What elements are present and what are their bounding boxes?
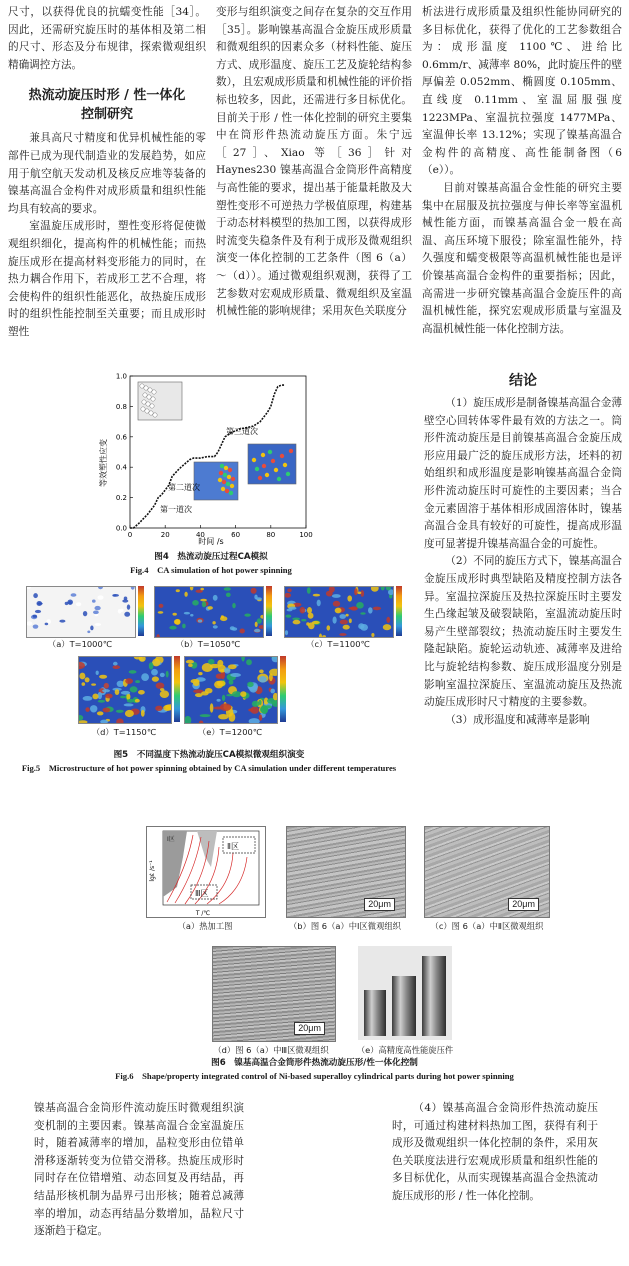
panel-label-6a: （a）热加工图 [177, 921, 233, 931]
grain [220, 703, 231, 711]
figure-4-caption-cn: 图4 热流动旋压过程CA模拟 [154, 552, 268, 562]
grain [198, 672, 202, 675]
y-tick-label: 0.8 [115, 402, 127, 411]
grain [127, 699, 135, 703]
inset-microstructure [248, 444, 296, 484]
colorbar [396, 586, 402, 636]
grain [252, 701, 260, 707]
grain [286, 615, 292, 618]
grain [169, 626, 176, 630]
y-tick-label: 0.0 [115, 524, 127, 533]
grain [155, 706, 162, 711]
panel-label-6b: （b）图 6（a）中Ⅰ区微观组织 [289, 921, 401, 931]
grain [270, 689, 275, 694]
grain [149, 662, 154, 669]
grain [232, 627, 238, 630]
grain [371, 633, 374, 637]
grain [383, 624, 391, 630]
grain [91, 683, 96, 685]
grain [35, 610, 41, 613]
grain [65, 602, 69, 605]
grain [156, 683, 165, 689]
grain [259, 670, 264, 674]
figure-4 [96, 368, 326, 578]
grain [96, 671, 99, 675]
micro-panel-d [78, 656, 172, 724]
scale-bar: 20μm [364, 898, 395, 911]
micro-panel-e [184, 656, 278, 724]
grain [224, 587, 231, 591]
grain [120, 696, 126, 699]
figure-5-caption-en: Fig.5 Microstructure of hot power spinning obtained by CA simulation under different temperatures [21, 763, 397, 773]
grain [257, 618, 262, 624]
grain [160, 690, 169, 698]
region-label-2: Ⅱ区 [227, 842, 239, 851]
grain [226, 593, 231, 597]
grain [98, 700, 105, 703]
map-x-label: T /℃ [195, 910, 211, 917]
grain [120, 609, 124, 612]
grain [200, 599, 207, 602]
grain [356, 602, 364, 609]
grain [222, 695, 225, 701]
grain [193, 680, 200, 686]
paragraph: 析法进行成形质量及组织性能协同研究的多目标优化，获得了优化的工艺参数组合为：成形温度 1100℃、进给比 0.6mm/r、减薄率 80%，此时旋压件的壁厚偏差 0.052mm、椭圆度 0.105mm、直线度 0.11mm、室温屈服强度 1223MPa、室温抗拉强度 1477MPa、室温伸长率 13.12%；实现了镍基高温合金构件的高精度、高性能制备图（6（e））。 [422, 6, 622, 177]
grain [95, 623, 102, 626]
grain [92, 600, 96, 603]
grain [166, 671, 169, 678]
grain [127, 604, 130, 609]
grain [386, 617, 390, 623]
paragraph: 兼具高尺寸精度和优异机械性能的零部件已成为现代制造业的发展趋势，如应用于航空航天发动机及核反应堆等装备的镍基高温合金构件对成形质量和组织性能均具有较高的要求。 [8, 132, 206, 215]
panel-label-a: （a）T=1000℃ [47, 639, 113, 649]
grain [160, 673, 165, 677]
grain [212, 621, 215, 624]
grain [333, 617, 337, 624]
grain [317, 600, 321, 607]
grain [71, 593, 77, 597]
grain [135, 680, 140, 683]
grain [202, 601, 206, 607]
grain [135, 699, 140, 703]
spun-parts-photo [358, 946, 452, 1040]
grain [87, 631, 90, 634]
grain [33, 625, 39, 629]
x-tick-label: 40 [195, 531, 205, 539]
grain [138, 690, 145, 695]
grain [188, 664, 193, 667]
grain [37, 601, 43, 606]
grain [335, 608, 342, 614]
grain [160, 688, 164, 691]
column-left-top [8, 4, 206, 342]
grain [200, 714, 211, 717]
paragraph: （4）镍基高温合金筒形件热流动旋压时，可通过构建材料热加工图，获得有利于成形及微观组织一体化控制的条件，采用灰色关联度法进行宏观成形质量和组织性能的多目标优化，从而实现镍基高温合金热流动旋压成形的形 / 性一体化控制。 [392, 1102, 598, 1202]
grain [308, 613, 314, 619]
grain [333, 601, 340, 607]
grain [343, 625, 350, 630]
grain [92, 694, 98, 700]
grain [151, 669, 158, 676]
grain [195, 693, 203, 697]
grain [95, 606, 101, 610]
grain [300, 607, 306, 614]
grain [292, 618, 300, 621]
y-tick-label: 0.6 [115, 433, 127, 442]
paragraph: 镍基高温合金筒形件流动旋压时微观组织演变机制的主要因素。镍基高温合金室温旋压时，随着减薄率的增加，晶粒变形由位错单滑移逐渐转变为位错交滑移。热旋压成形时同时存在位错增殖、动态回复及再结晶，再结晶形核机制为晶界弓出形核；随着总减薄率的增加，动态再结晶分数增加，晶粒尺寸逐渐趋于稳定。 [34, 1102, 244, 1238]
grain [190, 614, 193, 617]
annotation-pass3: 第三道次 [226, 427, 258, 436]
y-tick-label: 0.2 [115, 494, 127, 503]
grain [141, 710, 145, 717]
x-tick-label: 100 [299, 531, 313, 539]
grain [232, 691, 241, 697]
annotation-pass1: 第一道次 [160, 505, 192, 514]
x-axis-label: 时间 /s [198, 537, 224, 546]
grain [221, 615, 224, 618]
x-tick-label: 0 [127, 531, 133, 539]
grain [33, 615, 37, 618]
grain [313, 594, 320, 597]
grain [125, 710, 134, 717]
grain [244, 614, 250, 617]
paragraph: 变形与组织演变之间存在复杂的交互作用［35］。影响镍基高温合金旋压成形质量和微观组织的因素众多（材料性能、旋压方式、成形温度、旋压工艺及旋轮结构参数），且宏观成形质量和机械性能的评价指标也较多，因此，还需进行多目标优化。目前关于形 / 性一体化控制的研究主要集中在筒形件热流动旋压方面。朱宁远［27］、Xiao 等［36］针对 Haynes230 镍基高温合金筒形件高精度与高性能的要求，提出基于能量耗散及大塑性变形不可逆热力学极值原理，构建基于动态材料模型的热加工图，以获得成形时流变失稳条件及有利于成形及微观组织演变一体化控制的工艺条件（图 6（a）～（d））。通过微观组织观测，获得了工艺参数对宏观成形质量、微观组织及室温机械性能的影响规律；采用灰色关联度分 [216, 6, 412, 318]
grain [99, 675, 107, 679]
x-tick-label: 60 [231, 531, 241, 539]
micrograph-region-3 [212, 946, 336, 1042]
grain [246, 659, 252, 665]
grain [82, 682, 86, 686]
grain [287, 589, 291, 593]
colorbar [174, 656, 180, 722]
grain [228, 664, 237, 669]
fig4-chart [96, 368, 326, 548]
grain [198, 619, 203, 622]
grain [373, 607, 381, 611]
grain [332, 594, 341, 598]
grain [76, 602, 81, 606]
grain [229, 680, 234, 685]
panel-label-6e: （e）高精度高性能旋压件 [356, 1045, 454, 1055]
grain [45, 623, 49, 626]
scale-bar: 20μm [508, 898, 539, 911]
grain [240, 691, 246, 697]
grain [104, 683, 109, 689]
grain [103, 708, 111, 713]
grain [247, 682, 254, 687]
grain [339, 633, 346, 636]
grain [208, 606, 213, 610]
grain [213, 595, 218, 601]
paragraph: （1）旋压成形是制备镍基高温合金薄壁空心回转体零件最有效的方法之一。筒形件流动旋压是目前镍基高温合金旋压成形应用最广泛的旋压成形方法，坯料的初始组织和成形温度是影响镍基高温合金筒形件流动旋压时可旋性的主要因素；当合金元素固溶于基体相形成固溶体时，镍基高温合金具有较好的可旋性，提高成形温度可显著提升镍基高温合金的可旋性。 [424, 397, 622, 550]
grain [230, 673, 241, 677]
grain [301, 619, 306, 621]
column-left-bottom [34, 1100, 244, 1241]
grain [349, 619, 352, 624]
column-right-bottom [392, 1100, 598, 1206]
grain [354, 588, 358, 595]
y-axis-label: 等效塑性应变 [99, 439, 108, 487]
grain [90, 626, 93, 631]
paragraph: 室温旋压成形时，塑性变形将促使微观组织细化，提高构件的机械性能；而热旋压成形在提高材料变形能力的同时，在热力耦合作用下，若成形工艺不合理，将会使构件的组织性能恶化，故热旋压成形时的组织性能控制至关重要；而且成形时塑性 [8, 220, 206, 338]
micro-panel-a [26, 586, 136, 638]
micro-panel-c [284, 586, 394, 638]
grain [152, 676, 159, 681]
colorbar [266, 586, 272, 636]
inset-microstructure [138, 382, 182, 420]
grain [327, 625, 331, 630]
grain [67, 600, 73, 605]
colorbar [138, 586, 144, 636]
micro-panel-b [154, 586, 264, 638]
grain [97, 711, 104, 715]
x-tick-label: 80 [266, 531, 276, 539]
grain [97, 595, 103, 599]
grain [213, 625, 218, 628]
grain [217, 681, 226, 687]
grain [289, 607, 297, 610]
micrograph-region-1 [286, 826, 406, 918]
grain [346, 614, 349, 617]
grain [173, 613, 177, 616]
grain [158, 611, 164, 614]
conclusion-column [424, 372, 622, 729]
grain [340, 620, 348, 625]
grain [217, 660, 223, 667]
grain [326, 591, 333, 597]
scale-bar: 20μm [294, 1022, 325, 1035]
grain [122, 599, 128, 602]
panel-label-b: （b）T=1050℃ [175, 639, 241, 649]
grain [130, 686, 138, 692]
grain [85, 707, 89, 712]
grain [124, 703, 134, 706]
region-label-3: Ⅲ区 [195, 889, 209, 898]
conclusion-title: 结论 [509, 373, 537, 389]
grain [141, 673, 149, 681]
grain [226, 694, 233, 696]
grain [360, 612, 365, 614]
colorbar [280, 656, 286, 722]
grain [358, 623, 364, 629]
grain [312, 621, 320, 624]
cylinder-parts-icon [358, 946, 452, 1040]
region-label-1: Ⅰ区 [167, 836, 175, 843]
micrograph-region-2 [424, 826, 550, 918]
grain [254, 629, 260, 633]
grain [121, 691, 130, 695]
y-tick-label: 1.0 [115, 372, 127, 381]
grain [256, 597, 262, 600]
panel-label-d: （d）T=1150℃ [91, 727, 157, 737]
grain [90, 705, 97, 712]
paragraph: （2）不同的旋压方式下，镍基高温合金旋压成形时典型缺陷及精度控制方法各异。室温拉深旋压及热拉深旋压时主要发生凸缘起皱及破裂缺陷，室温流动旋压时易产生壁部裂纹；热流动旋压时主要发生隆起缺陷。旋轮运动轨迹、减薄率及进给比与旋轮结构参数、旋压成形温度分别是影响室温拉深旋压、室温流动旋压及热流动旋压成形时尺寸精度的主要参数。 [424, 555, 622, 709]
grain [186, 660, 194, 664]
figure-6-caption-cn: 图6 镍基高温合金筒形件热流动旋压形/性一体化控制 [211, 1058, 418, 1068]
paragraph: （3）成形温度和减薄率是影响 [445, 713, 590, 726]
grain [102, 689, 110, 692]
grain [182, 624, 186, 629]
grain [250, 706, 259, 713]
panel-label-e: （e）T=1200℃ [197, 727, 263, 737]
figure-6-caption-en: Fig.6 Shape/property integrated control of Ni-based superalloy cylindrical parts during hot power spinning [115, 1071, 514, 1081]
grain [259, 676, 267, 683]
grain [116, 710, 124, 713]
map-y-label: lgε̇ /s⁻¹ [149, 860, 156, 882]
grain [115, 689, 120, 695]
grain [93, 611, 99, 615]
micro-background [155, 587, 263, 637]
grain [125, 678, 133, 684]
grain [293, 620, 301, 625]
grain [105, 694, 113, 699]
grain [113, 665, 121, 669]
panel-label-c: （c）T=1100℃ [306, 639, 370, 649]
x-tick-label: 20 [160, 531, 170, 539]
annotation-pass2: 第二道次 [168, 483, 200, 492]
grain [368, 607, 373, 613]
grain [361, 590, 365, 597]
grain [129, 670, 137, 674]
column-right-top [422, 4, 622, 338]
figure-4-caption-en: Fig.4 CA simulation of hot power spinning [130, 565, 292, 575]
grain [285, 630, 288, 635]
grain [348, 607, 357, 610]
panel-label-6c: （c）图 6（a）中Ⅱ区微观组织 [430, 921, 544, 931]
grain [79, 673, 85, 680]
y-tick-label: 0.4 [115, 463, 127, 472]
section-title: 热流动旋压时形 / 性一体化控制研究 [28, 88, 186, 123]
grain [217, 699, 221, 702]
grain [259, 700, 262, 705]
grain [33, 593, 38, 598]
grain [200, 588, 204, 591]
grain [259, 714, 262, 720]
grain [347, 595, 352, 601]
grain [192, 600, 199, 606]
figure-6 [0, 822, 629, 1092]
grain [59, 620, 65, 623]
grain [307, 587, 311, 594]
grain [184, 592, 187, 597]
grain [232, 603, 236, 608]
figure-5-caption-cn: 图5 不同温度下热流动旋压CA模拟微观组织演变 [113, 750, 305, 760]
grain [112, 594, 119, 597]
inset-microstructure [194, 462, 238, 500]
paragraph: 尺寸，以获得优良的抗蠕变性能［34］。因此，还需研究旋压时的基体相及第二相的尺寸、形态及分布规律，探索微观组织精确调控方法。 [8, 6, 206, 71]
figure-5 [4, 586, 420, 816]
grain [83, 611, 87, 616]
grain [174, 619, 180, 624]
grain [85, 677, 90, 682]
paragraph: 目前对镍基高温合金性能的研究主要集中在屈服及抗拉强度与伸长率等室温机械性能方面，而镍基高温合金一般在高温、高压环境下服役；除室温性能外，持久强度和蠕变极限等高温机械性能也是评价镍基高温合金构件的重要指标；因此，高需进一步研究镍基高温合金旋压件的高温机械性能，探究宏观成形质量与室温及高温机械性能一体化控制方法。 [422, 181, 622, 335]
grain [251, 588, 257, 594]
grain [176, 589, 180, 592]
grain [208, 659, 215, 664]
processing-map-plot [147, 827, 265, 917]
grain [113, 662, 118, 666]
grain [265, 705, 272, 708]
grain [210, 703, 214, 712]
grain [124, 612, 130, 617]
grain [339, 614, 346, 619]
grain [184, 612, 190, 615]
grain [240, 629, 245, 634]
grain [358, 592, 362, 595]
grain [117, 681, 125, 687]
panel-label-6d: （d）图 6（a）中Ⅲ区微观组织 [213, 1045, 329, 1055]
column-middle-top [216, 4, 412, 321]
processing-map [146, 826, 266, 918]
grain [307, 607, 312, 614]
grain [159, 604, 164, 608]
grain [83, 696, 93, 701]
